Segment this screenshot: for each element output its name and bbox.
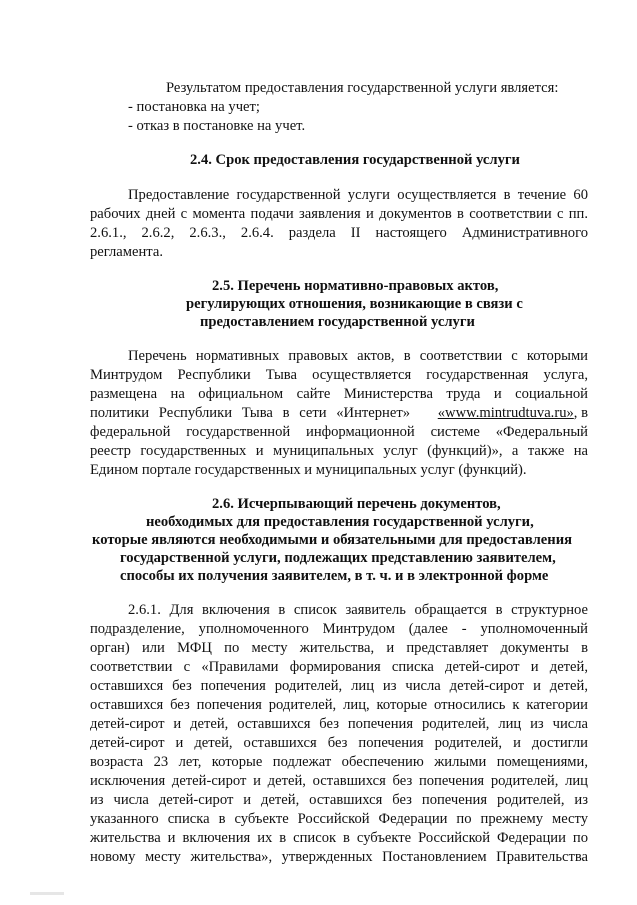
section-2-4-heading: 2.4. Срок предоставления государственной услуги bbox=[190, 152, 520, 168]
section-2-5-paragraph-line: Минтрудом Республики Тыва осуществляется государственная услуга, bbox=[90, 367, 588, 383]
result-intro: Результатом предоставления государственной услуги является: bbox=[166, 80, 559, 96]
section-2-6-heading-line: 2.6. Исчерпывающий перечень документов, bbox=[212, 496, 501, 512]
section-2-4-paragraph-line: регламента. bbox=[90, 244, 163, 260]
section-2-4-paragraph-line: рабочих дней с момента подачи заявления и документов в соответствии с пп. bbox=[90, 206, 588, 222]
section-2-5-paragraph-line: Перечень нормативных правовых актов, в соответствии с которыми bbox=[128, 348, 588, 364]
section-2-6-paragraph-line: детей-сирот и детей, оставшихся без попечения родителей, лиц из числа bbox=[90, 716, 588, 732]
section-2-5-paragraph-line: федеральной государственной информационной системе «Федеральный bbox=[90, 424, 588, 440]
section-2-5-heading-line: регулирующих отношения, возникающие в связи с bbox=[186, 296, 523, 312]
result-item-refusal: - отказ в постановке на учет. bbox=[128, 118, 306, 134]
section-2-5-link-line bbox=[90, 404, 588, 422]
scan-artifact bbox=[30, 892, 64, 895]
section-2-4-paragraph-line: Предоставление государственной услуги осуществляется в течение 60 bbox=[128, 187, 588, 203]
section-2-6-paragraph-line: соответствии с «Правилами формирования списка детей-сирот и детей, bbox=[90, 659, 588, 675]
section-2-6-paragraph-line: орган) или МФЦ по месту жительства, и представляет документы в bbox=[90, 640, 588, 656]
section-2-6-heading-line: способы их получения заявителем, в т. ч. и в электронной форме bbox=[120, 568, 549, 584]
section-2-6-heading-line: необходимых для предоставления государственной услуги, bbox=[146, 514, 534, 530]
section-2-5-paragraph-line: реестр государственных и муниципальных услуг (функций)», а также на bbox=[90, 443, 588, 459]
section-2-6-paragraph-line: оставшихся без попечения родителей, лиц, которые относились к категории bbox=[90, 697, 588, 713]
section-2-6-heading-line: государственной услуги, подлежащих представлению заявителем, bbox=[120, 550, 556, 566]
section-2-6-paragraph-line: новому месту жительства», утвержденных Постановлением Правительства bbox=[90, 849, 588, 865]
section-2-6-paragraph-line: из числа детей-сирот и детей, оставшихся без попечения родителей, из bbox=[90, 792, 588, 808]
section-2-6-paragraph-line: указанного списка в субъекте Российской Федерации по прежнему месту bbox=[90, 811, 588, 827]
ministry-website-link[interactable]: «www.mintrudtuva.ru» bbox=[437, 405, 574, 421]
section-2-5-heading-line: предоставлением государственной услуги bbox=[200, 314, 475, 330]
result-item-registration: - постановка на учет; bbox=[128, 99, 260, 115]
section-2-5-paragraph-line: Едином портале государственных и муниципальных услуг (функций). bbox=[90, 462, 527, 478]
section-2-6-paragraph-line: оставшихся без попечения родителей, лиц из числа детей-сирот и детей, bbox=[90, 678, 588, 694]
section-2-4-paragraph-line: 2.6.1., 2.6.2, 2.6.3., 2.6.4. раздела II настоящего Административного bbox=[90, 225, 588, 241]
section-2-6-paragraph-line: детей-сирот и детей, оставшихся без попечения родителей, и достигли bbox=[90, 735, 588, 751]
section-2-6-paragraph-line: 2.6.1. Для включения в список заявитель обращается в структурное bbox=[128, 602, 588, 618]
section-2-6-paragraph-line: подразделение, уполномоченного Минтрудом (далее - уполномоченный bbox=[90, 621, 588, 637]
section-2-5-paragraph-line: размещена на официальном сайте Министерства труда и социальной bbox=[90, 386, 588, 402]
section-2-5-heading-line: 2.5. Перечень нормативно-правовых актов, bbox=[212, 278, 499, 294]
section-2-6-heading-line: которые являются необходимыми и обязательными для предоставления bbox=[92, 532, 572, 548]
section-2-5-link-line-text: политики Республики Тыва в сети «Интернет» bbox=[90, 405, 410, 421]
section-2-6-paragraph-line: исключения детей-сирот и детей, оставшихся без попечения родителей, лиц bbox=[90, 773, 588, 789]
link-trailing-text: , в bbox=[573, 405, 588, 421]
section-2-6-paragraph-line: возраста 23 лет, которые подлежат обеспечению жилыми помещениями, bbox=[90, 754, 588, 770]
section-2-6-paragraph-line: жительства и включения их в список в субъекте Российской Федерации по bbox=[90, 830, 588, 846]
